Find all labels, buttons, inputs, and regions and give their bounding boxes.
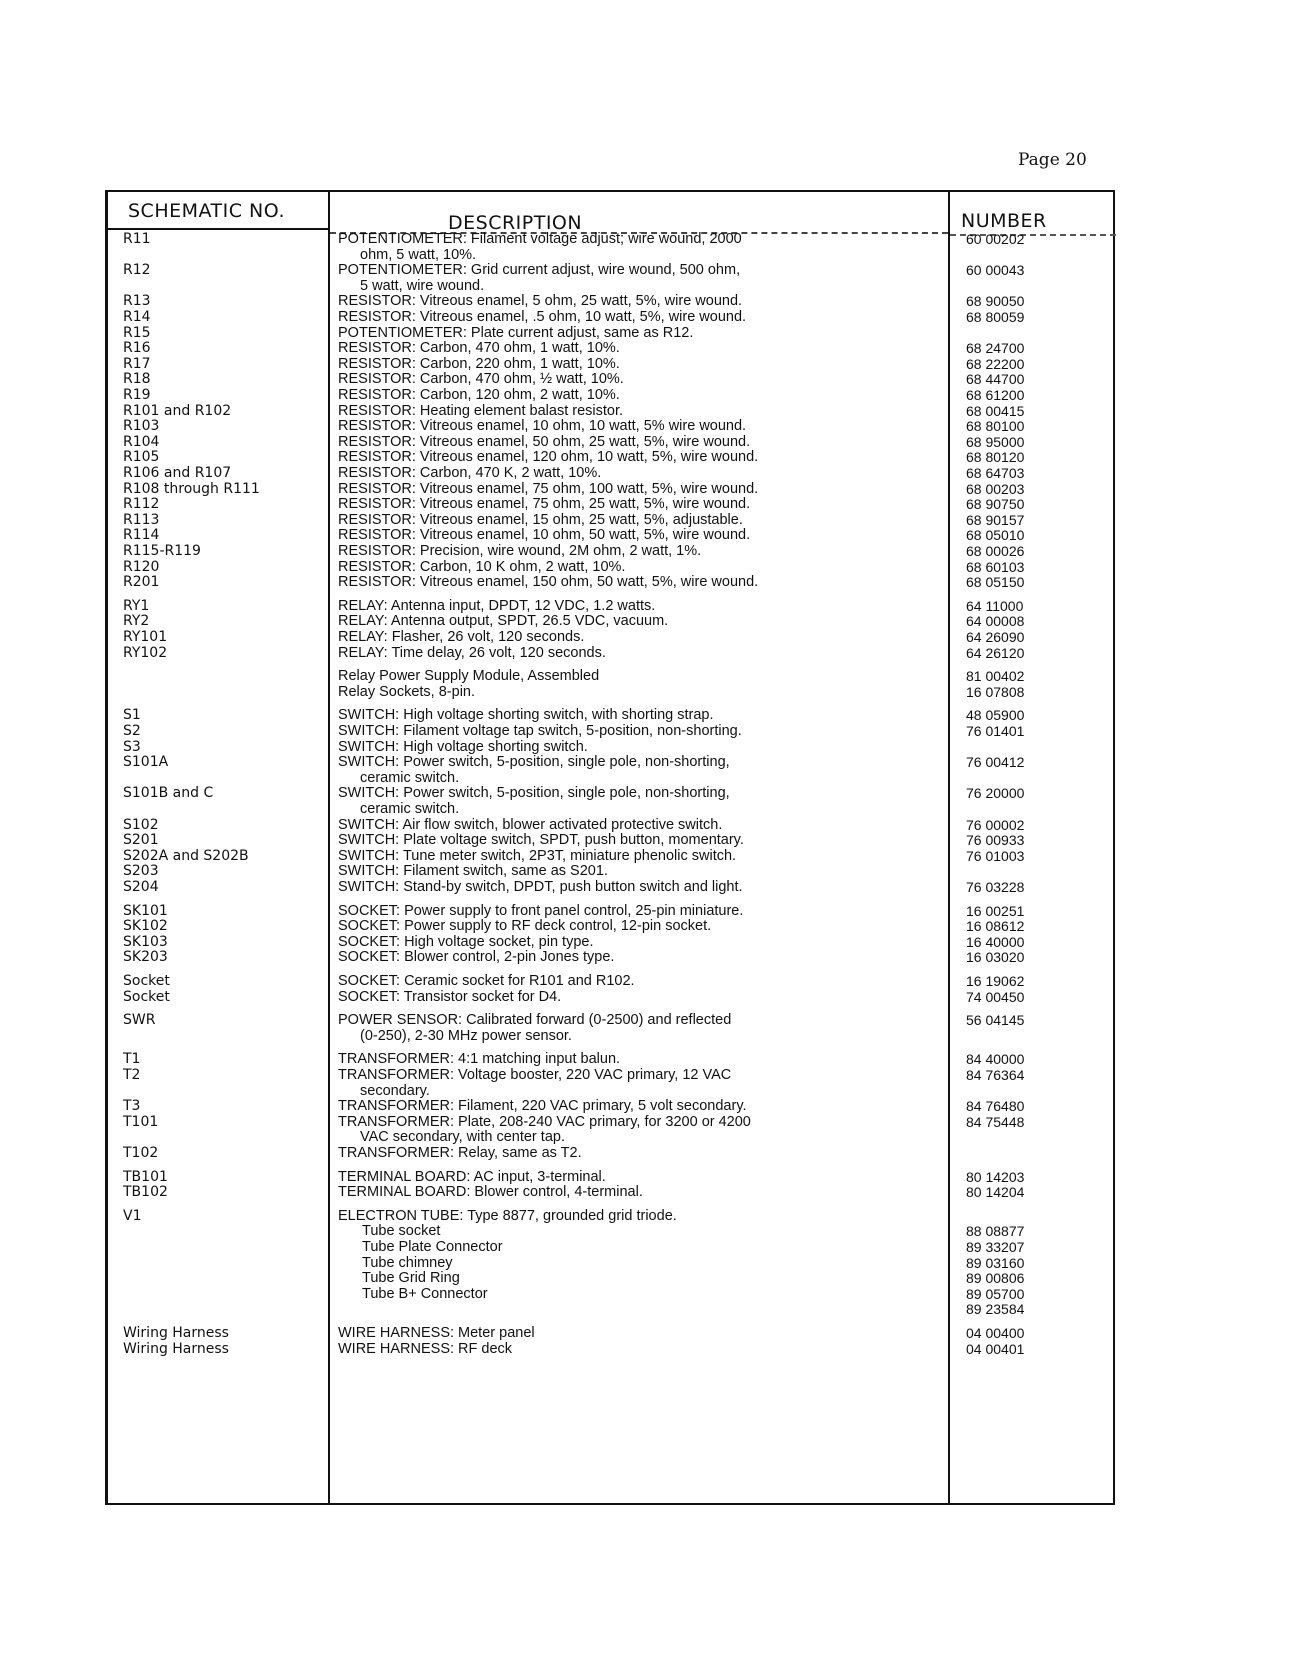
schematic-no-cell: S3 — [123, 738, 141, 755]
part-number-cell: 16 19062 — [966, 973, 1025, 989]
schematic-no-cell: S204 — [123, 879, 159, 895]
part-number-cell: 68 05150 — [966, 574, 1025, 591]
table-row — [108, 630, 1113, 645]
schematic-no-cell: RY102 — [123, 644, 168, 661]
part-number-cell: 81 00402 — [966, 668, 1025, 685]
description-cell: SWITCH: Tune meter switch, 2P3T, miniature phenolic switch. — [338, 847, 737, 864]
header-schematic-no: SCHEMATIC NO. — [128, 200, 285, 222]
table-row — [108, 990, 1113, 1005]
table-row — [108, 904, 1113, 919]
part-number-cell: 74 00450 — [966, 988, 1025, 1005]
part-number-cell: 68 00415 — [966, 402, 1025, 419]
schematic-no-cell: R115-R119 — [123, 543, 201, 559]
part-number-cell: 76 00412 — [966, 754, 1025, 771]
parts-list-table — [105, 190, 1115, 1505]
schematic-no-cell: R201 — [123, 574, 160, 591]
table-row — [108, 646, 1113, 661]
part-number-cell: 64 26120 — [966, 644, 1025, 661]
description-cell: RELAY: Antenna output, SPDT, 26.5 VDC, vacuum. — [338, 613, 669, 630]
part-number-cell: 84 40000 — [966, 1051, 1025, 1068]
schematic-no-cell: R11 — [123, 231, 151, 247]
schematic-no-cell: RY2 — [123, 613, 150, 630]
part-number-cell: 68 80059 — [966, 309, 1025, 325]
part-number-cell: 68 95000 — [966, 433, 1025, 450]
description-cell: SWITCH: Air flow switch, blower activated protective switch. — [338, 816, 723, 833]
description-cell: RESISTOR: Vitreous enamel, .5 ohm, 10 watt, 5%, wire wound. — [338, 309, 747, 325]
description-cell: RESISTOR: Vitreous enamel, 10 ohm, 10 watt, 5% wire wound. — [338, 418, 747, 435]
part-number-cell: 68 90750 — [966, 496, 1025, 513]
description-cell: RESISTOR: Carbon, 470 ohm, ½ watt, 10%. — [338, 371, 624, 388]
part-number-cell: 68 80100 — [966, 418, 1025, 435]
description-cell: SOCKET: Power supply to front panel control, 25-pin miniature. — [338, 902, 744, 919]
schematic-no-cell: R105 — [123, 449, 160, 466]
description-cell: ceramic switch. — [360, 769, 460, 786]
table-row — [108, 1013, 1113, 1028]
description-cell: SOCKET: Power supply to RF deck control, 12-pin socket. — [338, 918, 712, 935]
schematic-no-cell: T3 — [123, 1098, 141, 1115]
table-row — [108, 708, 1113, 723]
description-cell: TRANSFORMER: Filament, 220 VAC primary, 5 volt secondary. — [338, 1098, 747, 1115]
schematic-no-cell: SWR — [123, 1012, 156, 1029]
description-cell: TRANSFORMER: 4:1 matching input balun. — [338, 1051, 621, 1068]
table-row — [108, 482, 1113, 497]
schematic-no-cell: R14 — [123, 309, 151, 325]
description-cell: 5 watt, wire wound. — [360, 277, 485, 294]
schematic-no-cell: R12 — [123, 262, 151, 279]
table-row — [108, 1240, 1113, 1255]
page-number: Page 20 — [1018, 150, 1087, 170]
description-cell: TRANSFORMER: Plate, 208-240 VAC primary, for 3200 or 4200 — [338, 1113, 751, 1130]
table-row — [108, 326, 1113, 341]
description-cell: Tube Plate Connector — [362, 1239, 503, 1255]
description-cell: Relay Sockets, 8-pin. — [338, 683, 476, 700]
schematic-no-cell: S101B and C — [123, 785, 214, 802]
description-cell: Tube Grid Ring — [362, 1270, 460, 1287]
description-cell: RESISTOR: Carbon, 10 K ohm, 2 watt, 10%. — [338, 558, 626, 575]
table-row — [108, 880, 1113, 895]
table-row — [108, 1130, 1113, 1145]
table-row — [108, 372, 1113, 387]
header-description: DESCRIPTION — [448, 212, 583, 234]
part-number-cell: 16 08612 — [966, 918, 1025, 935]
table-row — [108, 1099, 1113, 1114]
table-row — [108, 740, 1113, 755]
description-cell: WIRE HARNESS: RF deck — [338, 1340, 513, 1357]
table-row — [108, 279, 1113, 294]
header-number: NUMBER — [961, 210, 1047, 232]
part-number-cell: 68 05010 — [966, 527, 1025, 544]
table-row — [108, 1185, 1113, 1200]
schematic-no-cell: R120 — [123, 558, 160, 575]
schematic-no-cell: S201 — [123, 832, 159, 849]
description-cell: TRANSFORMER: Relay, same as T2. — [338, 1145, 582, 1161]
schematic-no-cell: SK203 — [123, 949, 168, 966]
schematic-no-cell: R19 — [123, 387, 151, 403]
table-row — [108, 818, 1113, 833]
description-cell: POTENTIOMETER: Plate current adjust, same as R12. — [338, 324, 694, 341]
schematic-no-cell: Wiring Harness — [123, 1325, 229, 1341]
table-row — [108, 724, 1113, 739]
schematic-no-cell: S101A — [123, 754, 169, 771]
part-number-cell: 76 01401 — [966, 723, 1025, 739]
schematic-no-cell: R112 — [123, 496, 160, 513]
part-number-cell: 04 00400 — [966, 1325, 1025, 1341]
description-cell: SOCKET: High voltage socket, pin type. — [338, 933, 594, 950]
part-number-cell: 68 00026 — [966, 543, 1025, 559]
part-number-cell: 89 23584 — [966, 1301, 1025, 1318]
part-number-cell: 16 00251 — [966, 902, 1025, 919]
schematic-no-cell: R15 — [123, 324, 151, 341]
description-cell: SWITCH: High voltage shorting switch. — [338, 738, 588, 755]
schematic-no-cell: R106 and R107 — [123, 465, 232, 481]
description-cell: Tube chimney — [362, 1254, 453, 1271]
part-number-cell: 76 03228 — [966, 879, 1025, 895]
table-row — [108, 1068, 1113, 1083]
schematic-no-cell: R104 — [123, 433, 160, 450]
table-row — [108, 669, 1113, 684]
table-row — [108, 771, 1113, 786]
table-row — [108, 544, 1113, 559]
description-cell: POWER SENSOR: Calibrated forward (0-2500) and reflected — [338, 1012, 732, 1029]
table-row — [108, 685, 1113, 700]
description-cell: SWITCH: Filament switch, same as S201. — [338, 863, 608, 880]
part-number-cell: 84 76364 — [966, 1067, 1025, 1083]
description-cell: RESISTOR: Vitreous enamel, 50 ohm, 25 watt, 5%, wire wound. — [338, 433, 751, 450]
part-number-cell: 80 14203 — [966, 1168, 1025, 1185]
description-cell: Tube socket — [362, 1223, 441, 1240]
schematic-no-cell: S102 — [123, 816, 159, 833]
description-cell: POTENTIOMETER: Filament voltage adjust; wire wound, 2000 — [338, 231, 742, 247]
schematic-no-cell: SK101 — [123, 902, 168, 919]
schematic-no-cell: S1 — [123, 707, 141, 724]
table-row — [108, 1115, 1113, 1130]
description-cell: WIRE HARNESS: Meter panel — [338, 1325, 535, 1341]
schematic-no-cell: R113 — [123, 511, 160, 528]
part-number-cell: 68 90157 — [966, 511, 1025, 528]
header-rule — [108, 228, 328, 230]
table-row — [108, 1146, 1113, 1161]
schematic-no-cell: T2 — [123, 1067, 141, 1083]
part-number-cell: 88 08877 — [966, 1223, 1025, 1240]
description-cell: SWITCH: Stand-by switch, DPDT, push button switch and light. — [338, 879, 743, 895]
table-row — [108, 497, 1113, 512]
schematic-no-cell: R16 — [123, 340, 151, 357]
part-number-cell: 68 00203 — [966, 480, 1025, 497]
table-row — [108, 1287, 1113, 1302]
part-number-cell: 64 11000 — [966, 597, 1024, 614]
part-number-cell: 68 80120 — [966, 449, 1025, 466]
part-number-cell: 84 75448 — [966, 1113, 1025, 1130]
table-row — [108, 802, 1113, 817]
table-row — [108, 513, 1113, 528]
part-number-cell: 76 20000 — [966, 785, 1025, 802]
description-cell: TERMINAL BOARD: AC input, 3-terminal. — [338, 1168, 606, 1185]
table-row — [108, 310, 1113, 325]
table-row — [108, 864, 1113, 879]
table-row — [108, 1052, 1113, 1067]
table-row — [108, 1342, 1113, 1357]
table-row — [108, 248, 1113, 263]
schematic-no-cell: Socket — [123, 973, 170, 989]
table-row — [108, 1256, 1113, 1271]
description-cell: SOCKET: Ceramic socket for R101 and R102. — [338, 973, 635, 989]
description-cell: RESISTOR: Vitreous enamel, 75 ohm, 25 watt, 5%, wire wound. — [338, 496, 751, 513]
description-cell: (0-250), 2-30 MHz power sensor. — [360, 1027, 572, 1044]
part-number-cell: 48 05900 — [966, 707, 1025, 724]
table-row — [108, 1326, 1113, 1341]
table-row — [108, 450, 1113, 465]
description-cell: RESISTOR: Carbon, 470 ohm, 1 watt, 10%. — [338, 340, 620, 357]
description-cell: Tube B+ Connector — [362, 1285, 488, 1302]
schematic-no-cell: RY1 — [123, 597, 150, 614]
table-row — [108, 232, 1113, 247]
description-cell: VAC secondary, with center tap. — [360, 1129, 565, 1146]
schematic-no-cell: TB101 — [123, 1168, 168, 1185]
description-cell: SWITCH: High voltage shorting switch, with shorting strap. — [338, 707, 714, 724]
description-cell: POTENTIOMETER: Grid current adjust, wire wound, 500 ohm, — [338, 262, 741, 279]
part-number-cell: 76 00002 — [966, 816, 1025, 833]
table-row — [108, 1209, 1113, 1224]
part-number-cell: 68 64703 — [966, 465, 1025, 481]
schematic-no-cell: Wiring Harness — [123, 1340, 229, 1357]
description-cell: TERMINAL BOARD: Blower control, 4-terminal. — [338, 1184, 643, 1201]
part-number-cell: 68 61200 — [966, 387, 1025, 403]
table-row — [108, 341, 1113, 356]
table-row — [108, 1084, 1113, 1099]
table-row — [108, 466, 1113, 481]
table-row — [108, 1029, 1113, 1044]
description-cell: SOCKET: Blower control, 2-pin Jones type. — [338, 949, 615, 966]
table-row — [108, 575, 1113, 590]
description-cell: RESISTOR: Vitreous enamel, 75 ohm, 100 watt, 5%, wire wound. — [338, 480, 759, 497]
part-number-cell: 60 00202 — [966, 231, 1025, 247]
part-number-cell: 64 26090 — [966, 629, 1025, 645]
table-row — [108, 1302, 1113, 1317]
description-cell: RESISTOR: Carbon, 220 ohm, 1 watt, 10%. — [338, 355, 620, 372]
table-row — [108, 388, 1113, 403]
description-cell: RELAY: Time delay, 26 volt, 120 seconds. — [338, 644, 606, 661]
schematic-no-cell: R17 — [123, 355, 151, 372]
part-number-cell: 64 00008 — [966, 613, 1025, 630]
schematic-no-cell: T101 — [123, 1113, 159, 1130]
table-row — [108, 1271, 1113, 1286]
schematic-no-cell: R18 — [123, 371, 151, 388]
table-row — [108, 614, 1113, 629]
schematic-no-cell: V1 — [123, 1207, 142, 1224]
description-cell: RELAY: Flasher, 26 volt, 120 seconds. — [338, 629, 585, 645]
table-row — [108, 1224, 1113, 1239]
part-number-cell: 89 00806 — [966, 1270, 1025, 1287]
part-number-cell: 16 03020 — [966, 949, 1025, 966]
schematic-no-cell: S2 — [123, 723, 141, 739]
description-cell: SWITCH: Plate voltage switch, SPDT, push button, momentary. — [338, 832, 744, 849]
schematic-no-cell: RY101 — [123, 629, 168, 645]
schematic-no-cell: Socket — [123, 988, 170, 1005]
table-row — [108, 1170, 1113, 1185]
description-cell: RESISTOR: Vitreous enamel, 5 ohm, 25 watt, 5%, wire wound. — [338, 293, 743, 310]
schematic-no-cell: R101 and R102 — [123, 402, 232, 419]
table-row — [108, 935, 1113, 950]
description-cell: RESISTOR: Carbon, 120 ohm, 2 watt, 10%. — [338, 387, 620, 403]
description-cell: RESISTOR: Carbon, 470 K, 2 watt, 10%. — [338, 465, 602, 481]
part-number-cell: 68 22200 — [966, 355, 1025, 372]
description-cell: RESISTOR: Precision, wire wound, 2M ohm, 2 watt, 1%. — [338, 543, 702, 559]
schematic-no-cell: R108 through R111 — [123, 480, 260, 497]
schematic-no-cell: R114 — [123, 527, 160, 544]
description-cell: TRANSFORMER: Voltage booster, 220 VAC primary, 12 VAC — [338, 1067, 732, 1083]
description-cell: ohm, 5 watt, 10%. — [360, 246, 477, 263]
part-number-cell: 68 90050 — [966, 293, 1025, 310]
part-number-cell: 68 60103 — [966, 558, 1025, 575]
table-row — [108, 950, 1113, 965]
part-number-cell: 76 01003 — [966, 847, 1025, 864]
description-cell: Relay Power Supply Module, Assembled — [338, 668, 600, 685]
part-number-cell: 89 03160 — [966, 1254, 1025, 1271]
schematic-no-cell: T1 — [123, 1051, 141, 1068]
schematic-no-cell: S202A and S202B — [123, 847, 249, 864]
description-cell: secondary. — [360, 1082, 430, 1099]
table-row — [108, 528, 1113, 543]
part-number-cell: 80 14204 — [966, 1184, 1025, 1201]
description-cell: RESISTOR: Heating element balast resistor. — [338, 402, 624, 419]
part-number-cell: 04 00401 — [966, 1340, 1025, 1357]
description-cell: ceramic switch. — [360, 801, 460, 817]
part-number-cell: 60 00043 — [966, 262, 1025, 279]
schematic-no-cell: SK102 — [123, 918, 168, 935]
table-row — [108, 357, 1113, 372]
description-cell: SWITCH: Power switch, 5-position, single pole, non-shorting, — [338, 785, 730, 802]
table-row — [108, 919, 1113, 934]
part-number-cell: 16 40000 — [966, 933, 1025, 950]
table-row — [108, 849, 1113, 864]
description-cell: SWITCH: Filament voltage tap switch, 5-position, non-shorting. — [338, 723, 742, 739]
schematic-no-cell: R13 — [123, 293, 151, 310]
table-row — [108, 294, 1113, 309]
schematic-no-cell: TB102 — [123, 1184, 168, 1201]
part-number-cell: 89 05700 — [966, 1285, 1025, 1302]
part-number-cell: 56 04145 — [966, 1012, 1025, 1029]
description-cell: SOCKET: Transistor socket for D4. — [338, 988, 562, 1005]
description-cell: RESISTOR: Vitreous enamel, 10 ohm, 50 watt, 5%, wire wound. — [338, 527, 751, 544]
part-number-cell: 89 33207 — [966, 1239, 1025, 1255]
table-row — [108, 419, 1113, 434]
table-row — [108, 974, 1113, 989]
schematic-no-cell: S203 — [123, 863, 159, 880]
table-row — [108, 404, 1113, 419]
description-cell: RELAY: Antenna input, DPDT, 12 VDC, 1.2 watts. — [338, 597, 656, 614]
description-cell: RESISTOR: Vitreous enamel, 15 ohm, 25 watt, 5%, adjustable. — [338, 511, 743, 528]
schematic-no-cell: R103 — [123, 418, 160, 435]
description-cell: RESISTOR: Vitreous enamel, 120 ohm, 10 watt, 5%, wire wound. — [338, 449, 759, 466]
table-row — [108, 786, 1113, 801]
description-cell: RESISTOR: Vitreous enamel, 150 ohm, 50 watt, 5%, wire wound. — [338, 574, 759, 591]
description-cell: ELECTRON TUBE: Type 8877, grounded grid triode. — [338, 1207, 677, 1224]
part-number-cell: 76 00933 — [966, 832, 1025, 849]
part-number-cell: 68 24700 — [966, 340, 1025, 357]
table-row — [108, 755, 1113, 770]
table-row — [108, 263, 1113, 278]
table-row — [108, 833, 1113, 848]
part-number-cell: 84 76480 — [966, 1098, 1025, 1115]
schematic-no-cell: SK103 — [123, 933, 168, 950]
table-row — [108, 560, 1113, 575]
part-number-cell: 16 07808 — [966, 683, 1025, 700]
schematic-no-cell: T102 — [123, 1145, 159, 1161]
table-row — [108, 599, 1113, 614]
table-row — [108, 435, 1113, 450]
part-number-cell: 68 44700 — [966, 371, 1025, 388]
description-cell: SWITCH: Power switch, 5-position, single pole, non-shorting, — [338, 754, 730, 771]
